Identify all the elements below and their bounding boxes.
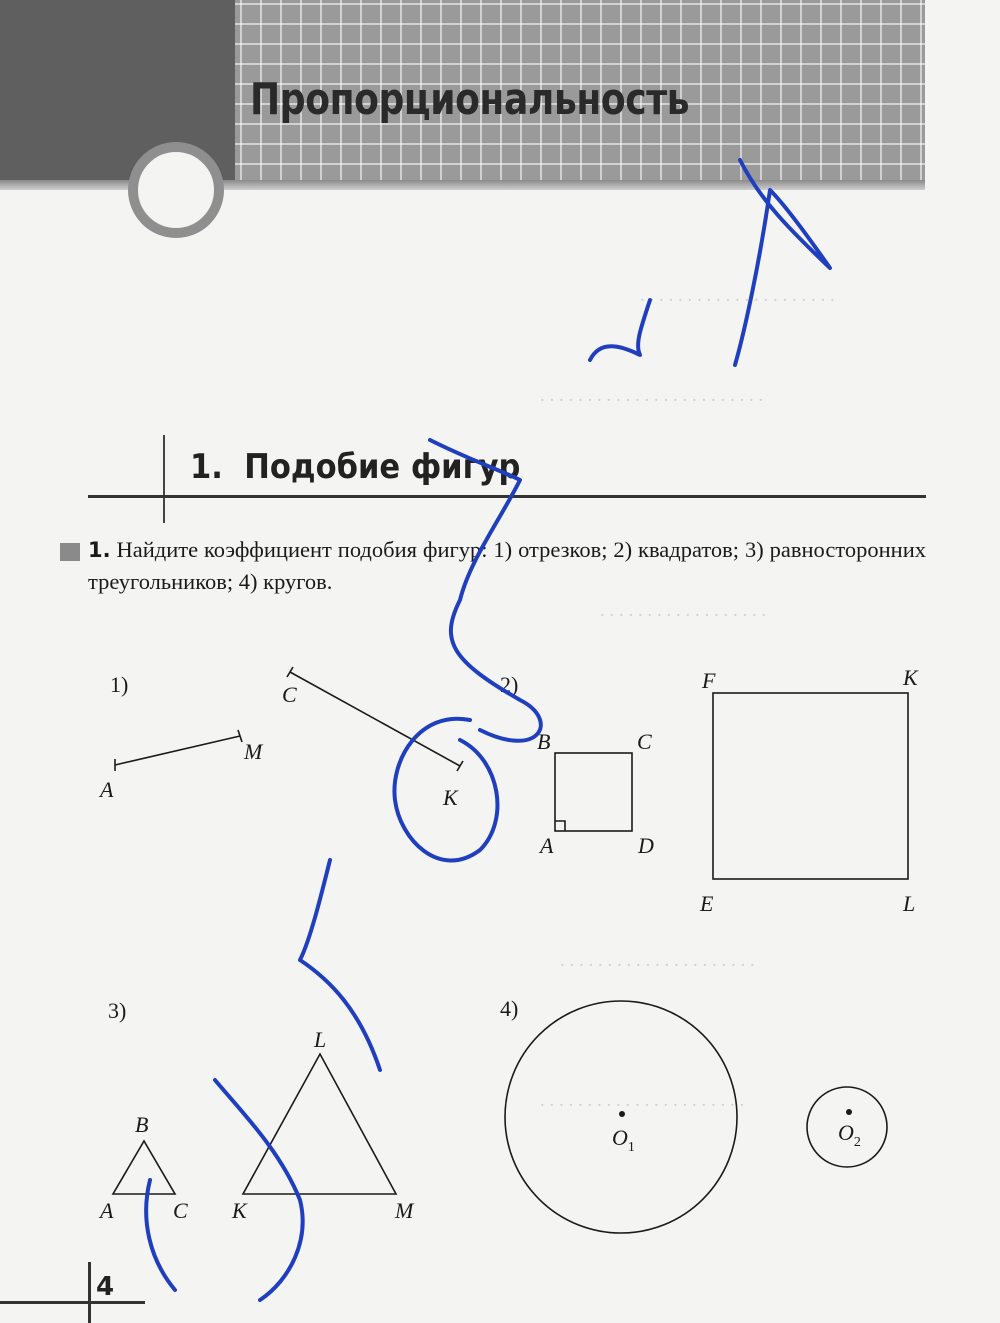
label-c3: C xyxy=(173,1198,188,1223)
label-c1: C xyxy=(282,682,297,707)
figure-4-number: 4) xyxy=(500,996,519,1021)
label-e2: E xyxy=(700,891,714,916)
triangle-abc xyxy=(113,1141,175,1194)
label-a1: A xyxy=(100,777,114,802)
label-l2: L xyxy=(903,891,916,916)
label-m3: M xyxy=(395,1198,414,1223)
segment-ck xyxy=(290,672,460,766)
figure-2-number: 2) xyxy=(500,672,519,697)
label-c2: C xyxy=(637,729,652,754)
figure-3-number: 3) xyxy=(108,998,127,1023)
label-k2: K xyxy=(903,665,918,690)
square-efkl xyxy=(713,693,908,879)
figure-1-number: 1) xyxy=(110,672,129,697)
center-o2-dot xyxy=(846,1109,852,1115)
page-number-bar xyxy=(88,1262,91,1323)
pen-scribbles xyxy=(146,160,830,1300)
label-k1: K xyxy=(443,785,458,810)
label-o1: $O_1$ xyxy=(612,1125,635,1155)
circle-o1 xyxy=(505,1001,737,1233)
label-o2: $O_2$ xyxy=(838,1120,861,1150)
task-number: 1. xyxy=(88,538,111,562)
figure-2-squares xyxy=(555,693,908,879)
segment-am xyxy=(115,736,240,765)
label-f2: F xyxy=(702,668,716,693)
label-a3: A xyxy=(100,1198,114,1223)
square-abcd xyxy=(555,753,632,831)
label-b2: B xyxy=(537,729,551,754)
section-number: 1. xyxy=(190,447,223,487)
label-a2: A xyxy=(540,833,554,858)
label-l3: L xyxy=(314,1027,327,1052)
page-number-rule xyxy=(0,1301,145,1304)
center-o1-dot xyxy=(619,1111,625,1117)
chapter-title: Пропорциональность xyxy=(250,74,690,125)
label-k3: K xyxy=(232,1198,247,1223)
section-name: Подобие фигур xyxy=(244,447,521,487)
label-b3: B xyxy=(135,1112,149,1137)
bleed-through: . . . . . . . . . . . . . . . . . . . . . . . . . . . . . . . . . . . . . . . . . . . . . . . . . . . . . . . . . . . . . . . . . . . . . . . . . . . . . . . . . . . . . . . . . . . . . . . . . . . . . . . . . . xyxy=(540,285,835,1111)
page-number: 4 xyxy=(96,1272,115,1302)
figure-4-circles xyxy=(505,1001,887,1233)
triangle-klm xyxy=(243,1054,396,1194)
label-m1: M xyxy=(244,739,263,764)
task-text: Найдите коэффициент подобия фигур: 1) отрезков; 2) квадратов; 3) равносторонних треугольников; 4) кругов. xyxy=(88,537,926,594)
label-d2: D xyxy=(638,833,654,858)
